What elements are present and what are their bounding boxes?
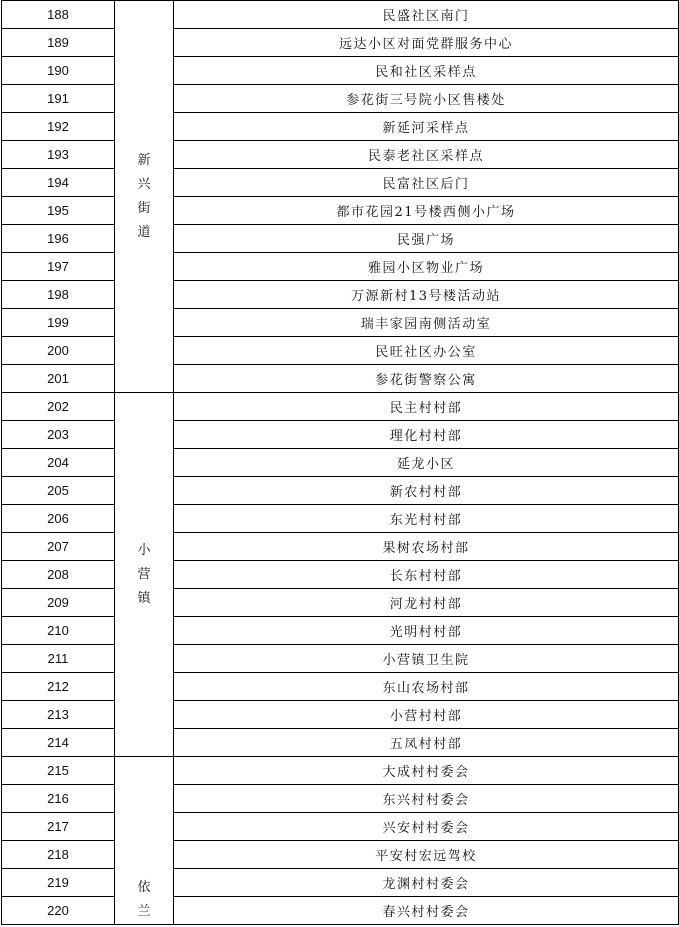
table-row [2, 309, 679, 337]
row-number: 204 [2, 449, 115, 477]
row-number: 202 [2, 393, 115, 421]
row-number: 216 [2, 785, 115, 813]
site-name: 参花街三号院小区售楼处 [174, 85, 679, 113]
table-row [2, 421, 679, 449]
table-row [2, 701, 679, 729]
site-name: 东兴村村委会 [174, 785, 679, 813]
row-number: 219 [2, 869, 115, 897]
table-row [2, 253, 679, 281]
table-row [2, 197, 679, 225]
table-row [2, 477, 679, 505]
table-row [2, 225, 679, 253]
table-row [2, 393, 679, 421]
table-row [2, 533, 679, 561]
row-number: 215 [2, 757, 115, 785]
row-number: 210 [2, 617, 115, 645]
site-name: 果树农场村部 [174, 533, 679, 561]
table-row [2, 113, 679, 141]
site-name: 瑞丰家园南侧活动室 [174, 309, 679, 337]
district-label: 小营镇 [137, 542, 157, 606]
site-name: 民主村村部 [174, 393, 679, 421]
row-number: 217 [2, 813, 115, 841]
site-name: 民富社区后门 [174, 169, 679, 197]
table-row [2, 365, 679, 393]
site-name: 光明村村部 [174, 617, 679, 645]
table-row [2, 757, 679, 785]
site-name: 远达小区对面党群服务中心 [174, 29, 679, 57]
site-name: 新农村村部 [174, 477, 679, 505]
row-number: 199 [2, 309, 115, 337]
table-row [2, 561, 679, 589]
table-row [2, 281, 679, 309]
row-number: 214 [2, 729, 115, 757]
row-number: 195 [2, 197, 115, 225]
table-row [2, 1, 679, 29]
row-number: 209 [2, 589, 115, 617]
site-name: 大成村村委会 [174, 757, 679, 785]
row-number: 201 [2, 365, 115, 393]
site-name: 小营村村部 [174, 701, 679, 729]
table-row [2, 645, 679, 673]
row-number: 205 [2, 477, 115, 505]
site-name: 小营镇卫生院 [174, 645, 679, 673]
site-name: 兴安村村委会 [174, 813, 679, 841]
site-name: 理化村村部 [174, 421, 679, 449]
row-number: 197 [2, 253, 115, 281]
table-row [2, 869, 679, 897]
district-cell [115, 1, 174, 393]
row-number: 189 [2, 29, 115, 57]
table-row [2, 897, 679, 925]
site-name: 民旺社区办公室 [174, 337, 679, 365]
table-row [2, 141, 679, 169]
table-row [2, 57, 679, 85]
site-name: 民泰老社区采样点 [174, 141, 679, 169]
site-name: 民和社区采样点 [174, 57, 679, 85]
row-number: 200 [2, 337, 115, 365]
table-row [2, 449, 679, 477]
table-row [2, 841, 679, 869]
site-name: 延龙小区 [174, 449, 679, 477]
row-number: 218 [2, 841, 115, 869]
site-name: 河龙村村部 [174, 589, 679, 617]
table-body [2, 1, 679, 925]
table-row [2, 505, 679, 533]
row-number: 193 [2, 141, 115, 169]
table-row [2, 813, 679, 841]
row-number: 211 [2, 645, 115, 673]
table-row [2, 729, 679, 757]
row-number: 194 [2, 169, 115, 197]
district-label: 新兴街道 [137, 152, 157, 240]
row-number: 188 [2, 1, 115, 29]
site-name: 五凤村村部 [174, 729, 679, 757]
table-row [2, 169, 679, 197]
site-name: 新延河采样点 [174, 113, 679, 141]
table-row [2, 85, 679, 113]
site-name: 东山农场村部 [174, 673, 679, 701]
site-name: 平安村宏远驾校 [174, 841, 679, 869]
site-name: 都市花园21号楼西侧小广场 [174, 197, 679, 225]
site-name: 春兴村村委会 [174, 897, 679, 925]
row-number: 213 [2, 701, 115, 729]
sampling-sites-table [1, 0, 679, 925]
site-name: 东光村村部 [174, 505, 679, 533]
table-row [2, 337, 679, 365]
row-number: 196 [2, 225, 115, 253]
table-row [2, 617, 679, 645]
site-name: 雅园小区物业广场 [174, 253, 679, 281]
row-number: 207 [2, 533, 115, 561]
site-name: 万源新村13号楼活动站 [174, 281, 679, 309]
row-number: 212 [2, 673, 115, 701]
site-name: 参花街警察公寓 [174, 365, 679, 393]
row-number: 206 [2, 505, 115, 533]
row-number: 191 [2, 85, 115, 113]
district-label: 依兰 [137, 880, 157, 919]
row-number: 198 [2, 281, 115, 309]
site-name: 民强广场 [174, 225, 679, 253]
table-row [2, 673, 679, 701]
row-number: 208 [2, 561, 115, 589]
site-name: 民盛社区南门 [174, 1, 679, 29]
site-name: 龙渊村村委会 [174, 869, 679, 897]
row-number: 220 [2, 897, 115, 925]
row-number: 190 [2, 57, 115, 85]
table-row [2, 589, 679, 617]
table-row [2, 29, 679, 57]
row-number: 192 [2, 113, 115, 141]
district-cell [115, 757, 174, 925]
table-row [2, 785, 679, 813]
site-name: 长东村村部 [174, 561, 679, 589]
row-number: 203 [2, 421, 115, 449]
district-cell [115, 393, 174, 757]
